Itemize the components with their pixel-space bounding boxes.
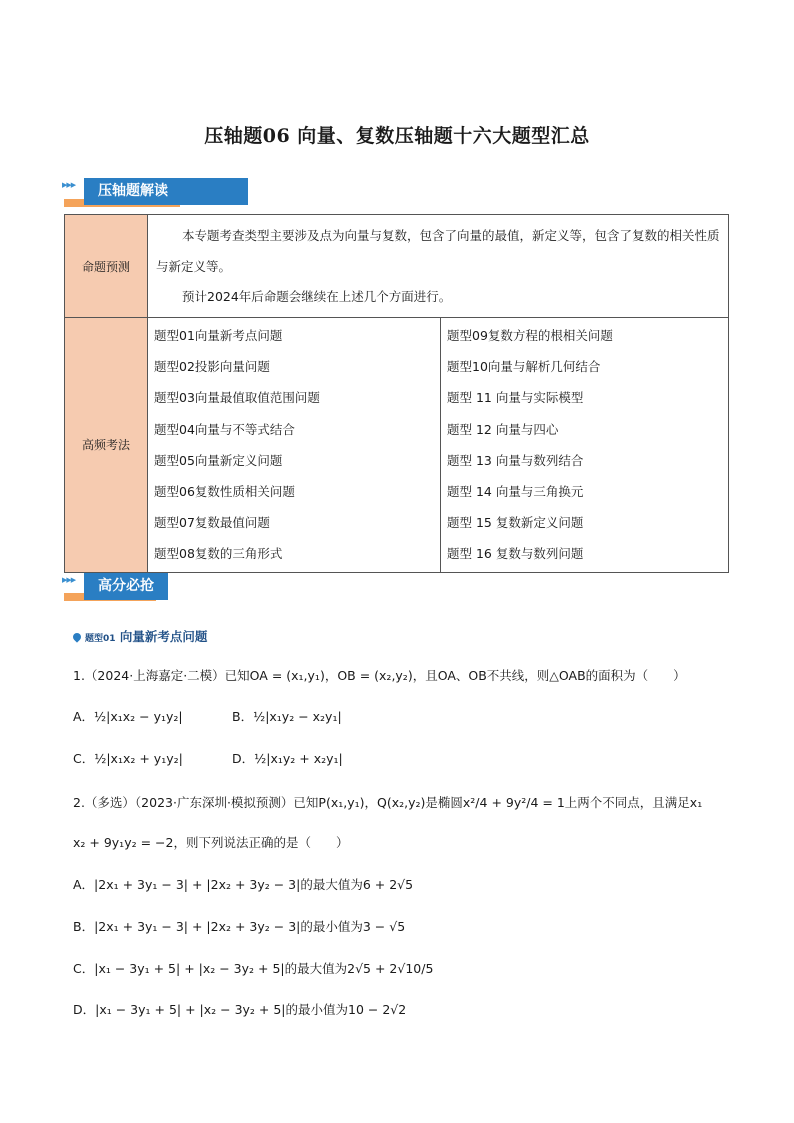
row-label-frequent: 高频考法 bbox=[65, 318, 148, 573]
list-item: 题型08复数的三角形式 bbox=[154, 546, 283, 562]
page-title: 压轴题06 向量、复数压轴题十六大题型汇总 bbox=[204, 125, 590, 147]
table-row bbox=[65, 318, 729, 573]
list-item: 题型10向量与解析几何结合 bbox=[447, 359, 601, 375]
list-item: 题型 16 复数与数列问题 bbox=[447, 546, 584, 562]
table-row bbox=[65, 215, 729, 318]
list-item: 题型07复数最值问题 bbox=[154, 515, 270, 531]
prediction-paragraph-2: 预计2024年后命题会继续在上述几个方面进行。 bbox=[182, 289, 452, 304]
question-2-option-a: A．|2x₁ + 3y₁ − 3| + |2x₂ + 3y₂ − 3|的最大值为6 + 2√5 bbox=[73, 877, 414, 892]
list-item: 题型 14 向量与三角换元 bbox=[447, 483, 584, 499]
list-item: 题型 15 复数新定义问题 bbox=[447, 515, 584, 531]
topic-name: 向量新考点问题 bbox=[119, 629, 208, 644]
banner-label: 压轴题解读 bbox=[84, 178, 248, 205]
question-2-option-d: D．|x₁ − 3y₁ + 5| + |x₂ − 3y₂ + 5|的最小值为10 − 2√2 bbox=[73, 1002, 407, 1017]
banner-label: 高分必抢 bbox=[84, 573, 168, 600]
row-label-prediction: 命题预测 bbox=[65, 215, 148, 318]
question-2-stem-line-2: x₂ + 9y₁y₂ = −2，则下列说法正确的是（ ） bbox=[73, 835, 349, 850]
list-item: 题型09复数方程的根相关问题 bbox=[447, 328, 613, 343]
prediction-text bbox=[148, 215, 729, 318]
list-item: 题型03向量最值取值范围问题 bbox=[154, 390, 320, 406]
question-1-stem: 1.（2024·上海嘉定·二模）已知OA = (x₁,y₁)，OB = (x₂,y₂)，且OA、OB不共线，则△OAB的面积为（ ） bbox=[73, 668, 686, 683]
arrow-decoration-icon: ▶▶▶ bbox=[62, 181, 76, 189]
question-1-option-d: D．½|x₁y₂ + x₂y₁| bbox=[232, 751, 343, 766]
list-item: 题型01向量新考点问题 bbox=[154, 328, 283, 343]
list-item: 题型05向量新定义问题 bbox=[154, 452, 283, 468]
section-banner-interpretation bbox=[60, 178, 200, 214]
location-pin-icon bbox=[71, 631, 82, 642]
list-item: 题型02投影向量问题 bbox=[154, 359, 270, 375]
list-item: 题型06复数性质相关问题 bbox=[154, 483, 295, 499]
prediction-paragraph-1: 本专题考查类型主要涉及点为向量与复数，包含了向量的最值，新定义等，包含了复数的相关性质与新定义等。 bbox=[156, 228, 720, 274]
question-1-option-b: B．½|x₁y₂ − x₂y₁| bbox=[232, 709, 342, 724]
overview-table bbox=[64, 214, 729, 573]
topic-list-right bbox=[441, 318, 729, 573]
list-item: 题型04向量与不等式结合 bbox=[154, 421, 295, 437]
question-2-option-b: B．|2x₁ + 3y₁ − 3| + |2x₂ + 3y₂ − 3|的最小值为3 − √5 bbox=[73, 919, 406, 934]
topic-prefix: 题型01 bbox=[85, 634, 116, 644]
topic-list-left bbox=[148, 318, 441, 573]
question-2-option-c: C．|x₁ − 3y₁ + 5| + |x₂ − 3y₂ + 5|的最大值为2√5 + 2√10/5 bbox=[73, 961, 434, 976]
question-1-option-c: C．½|x₁x₂ + y₁y₂| bbox=[73, 751, 183, 766]
section-banner-highscore bbox=[60, 573, 200, 609]
question-2-stem-line-1: 2.（多选）（2023·广东深圳·模拟预测）已知P(x₁,y₁)，Q(x₂,y₂)是椭圆x²/4 + 9y²/4 = 1上两个不同点，且满足x₁ bbox=[73, 795, 703, 810]
arrow-decoration-icon: ▶▶▶ bbox=[62, 576, 76, 584]
topic-heading bbox=[73, 627, 207, 645]
list-item: 题型 12 向量与四心 bbox=[447, 421, 559, 437]
list-item: 题型 13 向量与数列结合 bbox=[447, 452, 584, 468]
question-1-option-a: A．½|x₁x₂ − y₁y₂| bbox=[73, 709, 183, 724]
list-item: 题型 11 向量与实际模型 bbox=[447, 390, 584, 406]
